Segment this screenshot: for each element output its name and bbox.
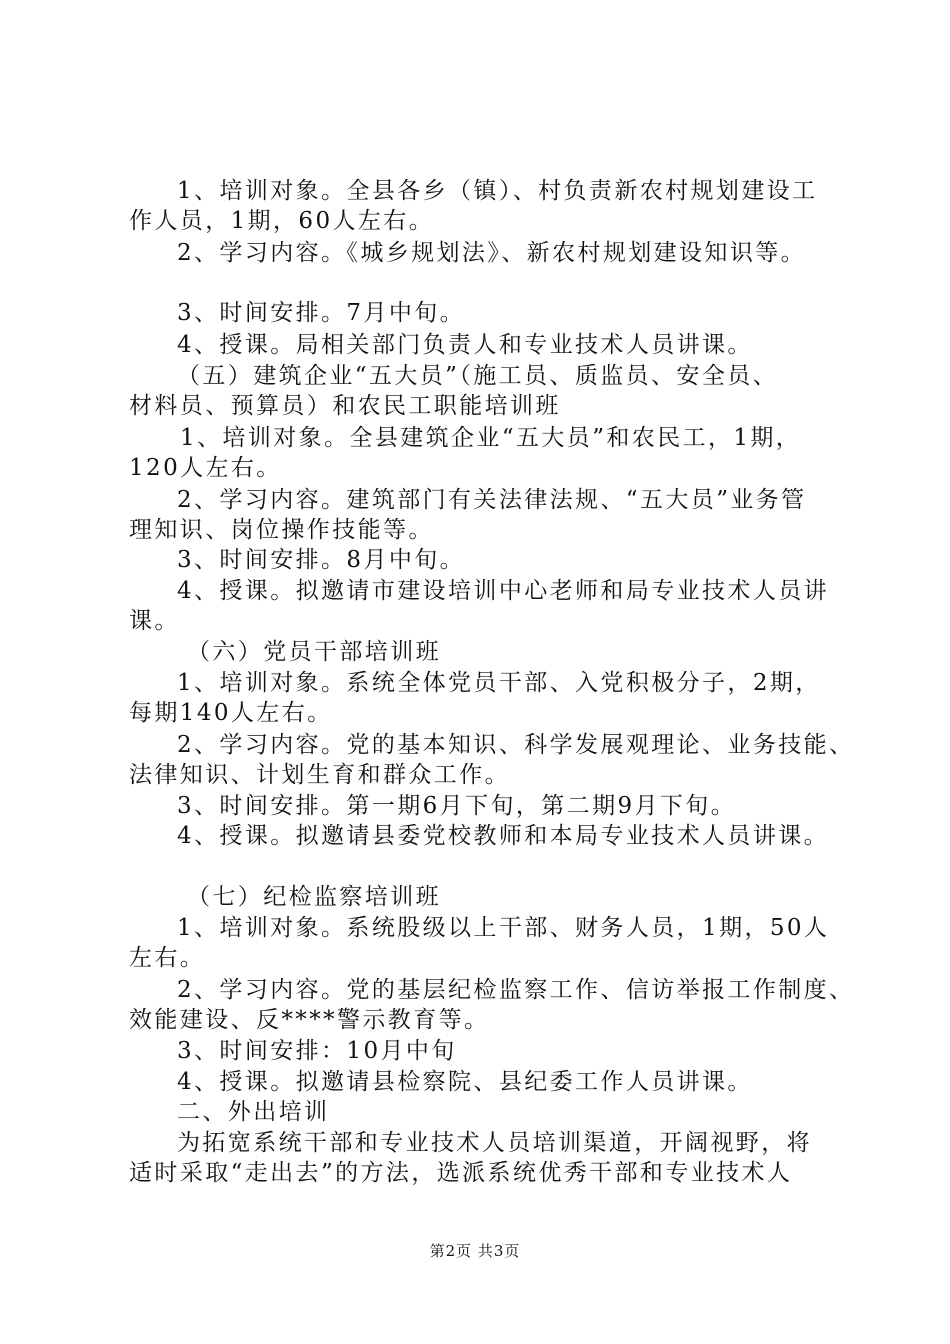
text-line: 4、授课。拟邀请市建设培训中心老师和局专业技术人员讲 <box>177 578 830 604</box>
page-number-label: 第2页 共3页 <box>429 1242 521 1260</box>
text-line: 4、授课。拟邀请县委党校教师和本局专业技术人员讲课。 <box>177 823 830 849</box>
text-line: 课。 <box>129 608 180 634</box>
text-line: 1、培训对象。全县各乡（镇）、村负责新农村规划建设工 <box>177 178 818 204</box>
text-line: 1、培训对象。全县建筑企业“五大员”和农民工，1期， <box>180 425 802 451</box>
section-heading: 材料员、预算员）和农民工职能培训班 <box>129 393 561 419</box>
text-line: 作人员，1期，60人左右。 <box>129 208 435 234</box>
text-line: 2、学习内容。党的基层纪检监察工作、信访举报工作制度、 <box>177 977 855 1003</box>
section-heading: （五）建筑企业“五大员”（施工员、质监员、安全员、 <box>177 363 779 389</box>
text-line: 效能建设、反****警示教育等。 <box>129 1007 490 1033</box>
text-line: 左右。 <box>129 945 206 971</box>
text-line: 2、学习内容。《城乡规划法》、新农村规划建设知识等。 <box>177 240 807 266</box>
text-line: 2、学习内容。党的基本知识、科学发展观理论、业务技能、 <box>177 732 855 758</box>
section-heading: （七）纪检监察培训班 <box>187 884 441 910</box>
section-heading: 二、外出培训 <box>177 1099 330 1125</box>
text-line: 3、时间安排。7月中旬。 <box>177 300 466 326</box>
text-line: 4、授课。局相关部门负责人和专业技术人员讲课。 <box>177 332 753 358</box>
text-line: 每期140人左右。 <box>129 700 333 726</box>
text-line: 理知识、岗位操作技能等。 <box>129 517 434 543</box>
text-line: 适时采取“走出去”的方法，选派系统优秀干部和专业技术人 <box>129 1160 793 1186</box>
text-line: 3、时间安排：10月中旬 <box>177 1038 457 1064</box>
text-line: 3、时间安排。8月中旬。 <box>177 547 466 573</box>
text-line: 1、培训对象。系统全体党员干部、入党积极分子，2期， <box>177 670 821 696</box>
text-line: 1、培训对象。系统股级以上干部、财务人员，1期，50人 <box>177 915 830 941</box>
text-line: 120人左右。 <box>129 455 282 481</box>
page-footer <box>0 1241 950 1261</box>
text-line: 2、学习内容。建筑部门有关法律法规、“五大员”业务管 <box>177 487 807 513</box>
text-line: 为拓宽系统干部和专业技术人员培训渠道，开阔视野，将 <box>177 1130 812 1156</box>
text-line: 4、授课。拟邀请县检察院、县纪委工作人员讲课。 <box>177 1069 753 1095</box>
text-line: 法律知识、计划生育和群众工作。 <box>129 762 510 788</box>
section-heading: （六）党员干部培训班 <box>187 639 441 665</box>
text-line: 3、时间安排。第一期6月下旬，第二期9月下旬。 <box>177 793 737 819</box>
